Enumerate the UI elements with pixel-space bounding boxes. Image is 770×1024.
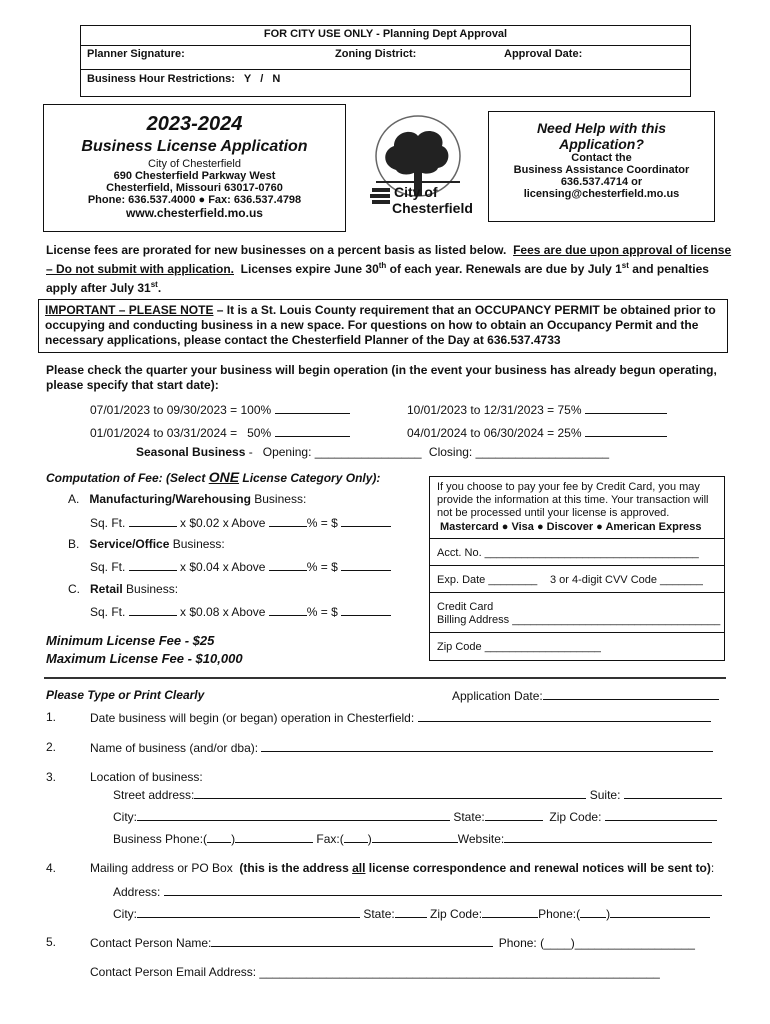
field-5-number: 5. (46, 935, 57, 949)
category-a-rate-label: x $0.02 x Above (180, 516, 266, 530)
website-field[interactable] (504, 831, 712, 843)
suite-label: Suite: (589, 788, 621, 802)
mailing-city-field[interactable] (137, 906, 360, 918)
category-a-sqft-label: Sq. Ft. (90, 516, 126, 530)
seasonal-row (136, 445, 609, 459)
contact-name-field[interactable] (211, 935, 493, 947)
street-row (113, 787, 722, 802)
field-1-label: Date business will begin (or began) operation in Chesterfield: (90, 711, 415, 725)
category-c-rate-label: x $0.08 x Above (180, 605, 266, 619)
field-2-label: Name of business (and/or dba): (90, 741, 259, 755)
category-a-rest: Business: (250, 492, 307, 506)
business-start-date-field[interactable] (418, 710, 711, 722)
credit-card-intro: If you choose to pay your fee by Credit Card, you may provide the information at this time. Your transaction will not be processed until your license is approved. (437, 481, 709, 519)
cvv-field[interactable]: 3 or 4-digit CVV Code _______ (550, 574, 703, 586)
city-use-box (80, 25, 691, 97)
quarter-prompt: Please check the quarter your business will begin operation (in the event your business has already begun operating, please specify that start date): (46, 363, 717, 392)
field-1-row (90, 710, 711, 725)
suite-field[interactable] (624, 787, 722, 799)
field-4-label-c: license correspondence and renewal notices will be sent to) (365, 861, 711, 875)
zoning-district-label: Zoning District: (335, 48, 417, 60)
category-a-name: Manufacturing/Warehousing (89, 492, 251, 506)
credit-card-box (429, 476, 725, 661)
fees-note-sup1: th (378, 261, 387, 270)
computation-title-a: Computation of Fee: (Select (46, 471, 209, 485)
mailing-phone-area-field[interactable] (580, 906, 606, 918)
acct-no-field[interactable]: Acct. No. ___________________________________ (437, 547, 699, 559)
category-a-sqft-field[interactable] (129, 515, 177, 527)
fees-note-part3: Licenses expire June 30 (234, 262, 379, 276)
category-b-letter: B. (68, 537, 80, 551)
mailing-city-row (113, 906, 710, 921)
city-field[interactable] (137, 809, 450, 821)
contact-name-row (90, 935, 695, 950)
header-box (43, 104, 346, 232)
credit-divider-1 (430, 538, 724, 539)
seasonal-opening[interactable]: - Opening: ________________ (248, 445, 422, 459)
category-b-eq-label: % = $ (306, 560, 338, 574)
print-clearly-label: Please Type or Print Clearly (46, 688, 205, 702)
application-title: Business License Application (81, 138, 308, 155)
field-4-label-all: all (352, 861, 366, 875)
quarter-option-q3[interactable] (90, 425, 350, 440)
fees-note-sup3: st (150, 280, 158, 289)
category-a[interactable] (68, 492, 306, 506)
street-label: Street address: (113, 788, 195, 802)
category-c-sqft-field[interactable] (129, 604, 177, 616)
credit-divider-4 (430, 632, 724, 633)
field-4-label-d: : (710, 861, 715, 875)
fax-label: Fax:( (316, 832, 344, 846)
mailing-state-field[interactable] (395, 906, 427, 918)
category-b-sqft-field[interactable] (129, 559, 177, 571)
city-use-title: FOR CITY USE ONLY - Planning Dept Approval (263, 28, 508, 40)
fees-note-part5: and penalties apply after July 31 (46, 262, 709, 295)
mailing-address-field[interactable] (164, 884, 722, 896)
business-phone-area-field[interactable] (207, 831, 231, 843)
city-logo (356, 108, 476, 220)
state-field[interactable] (485, 809, 543, 821)
category-c-letter: C. (68, 582, 80, 596)
quarter-option-q2[interactable] (407, 402, 667, 417)
exp-date-field[interactable]: Exp. Date ________ (437, 574, 538, 586)
zip-code-field[interactable]: Zip Code ___________________ (437, 641, 601, 653)
computation-title-one: ONE (208, 469, 240, 485)
field-4-number: 4. (46, 861, 57, 875)
mailing-address-row (113, 884, 722, 899)
fees-note (46, 243, 736, 296)
category-b[interactable] (68, 537, 225, 551)
quarter-option-q1[interactable] (90, 402, 350, 417)
logo-text-line2: Chesterfield (392, 200, 473, 216)
category-c[interactable] (68, 582, 178, 596)
fees-note-sup2: st (621, 261, 629, 270)
hour-restrictions-label: Business Hour Restrictions: Y / N (87, 73, 281, 85)
contact-email-field[interactable]: Contact Person Email Address: ____________________________________________________________ (90, 965, 660, 979)
application-date-field[interactable] (543, 688, 719, 700)
credit-card-brands: Mastercard ● Visa ● Discover ● American Express (440, 521, 702, 533)
help-coordinator: Business Assistance Coordinator (513, 164, 690, 176)
fees-note-part4: of each year. Renewals are due by July 1 (386, 262, 622, 276)
field-4-label (90, 861, 714, 875)
mailing-zip-label: Zip Code: (430, 907, 483, 921)
city-use-divider (81, 45, 690, 46)
help-title-2: Application? (559, 136, 644, 152)
category-a-amount-field[interactable] (341, 515, 391, 527)
zip-field[interactable] (605, 809, 717, 821)
billing-address-field[interactable]: Billing Address __________________________________ (437, 614, 721, 626)
field-2-number: 2. (46, 740, 57, 754)
help-box (488, 111, 715, 222)
billing-label-1: Credit Card (437, 601, 494, 613)
help-phone: 636.537.4714 or (560, 176, 643, 188)
mailing-phone-field[interactable] (610, 906, 710, 918)
quarter-q2-blank[interactable] (585, 402, 667, 414)
fees-note-part6: . (157, 281, 162, 295)
state-label: State: (453, 810, 485, 824)
category-c-amount-field[interactable] (341, 604, 391, 616)
quarter-q4-label: 04/01/2024 to 06/30/2024 = 25% (407, 426, 582, 440)
planner-signature-label: Planner Signature: (87, 48, 185, 60)
computation-title-b: License Category Only): (239, 471, 381, 485)
category-a-percent-field[interactable] (269, 515, 307, 527)
business-name-field[interactable] (261, 740, 713, 752)
important-lead: IMPORTANT – PLEASE NOTE (45, 303, 214, 317)
field-3-number: 3. (46, 770, 57, 784)
help-contact: Contact the (571, 152, 632, 164)
quarter-q3-label: 01/01/2024 to 03/31/2024 = 50% (90, 426, 272, 440)
org-address-1: 690 Chesterfield Parkway West (113, 170, 276, 182)
section-divider (44, 677, 726, 679)
mailing-address-label: Address: (113, 885, 161, 899)
field-4-label-b: (this is the address (239, 861, 353, 875)
category-b-amount-field[interactable] (341, 559, 391, 571)
approval-date-label: Approval Date: (504, 48, 583, 60)
mailing-phone-label: Phone:( (538, 907, 581, 921)
quarter-q1-label: 07/01/2023 to 09/30/2023 = 100% (90, 403, 272, 417)
logo-text-line1: City of (394, 184, 438, 200)
category-a-letter: A. (68, 492, 80, 506)
category-b-calc (90, 559, 391, 574)
mailing-phone-close: ) (606, 907, 611, 921)
application-date-row (452, 688, 719, 703)
field-2-row (90, 740, 713, 755)
category-b-name: Service/Office (89, 537, 170, 551)
contact-name-label: Contact Person Name: (90, 936, 212, 950)
city-use-divider-2 (81, 69, 690, 70)
zip-label: Zip Code: (549, 810, 602, 824)
website-label: Website: (457, 832, 505, 846)
quarter-q4-blank[interactable] (585, 425, 667, 437)
year-title: 2023-2024 (146, 113, 243, 135)
business-phone-row (113, 831, 712, 846)
fax-area-field[interactable] (344, 831, 368, 843)
quarter-q2-label: 10/01/2023 to 12/31/2023 = 75% (407, 403, 582, 417)
category-c-rest: Business: (122, 582, 179, 596)
city-label: City: (113, 810, 137, 824)
quarter-q1-blank[interactable] (275, 402, 350, 414)
category-c-sqft-label: Sq. Ft. (90, 605, 126, 619)
business-phone-label: Business Phone:( (113, 832, 208, 846)
category-a-eq-label: % = $ (306, 516, 338, 530)
field-4-label-a: Mailing address or PO Box (90, 861, 240, 875)
quarter-option-q4[interactable] (407, 425, 667, 440)
credit-divider-2 (430, 565, 724, 566)
business-phone-close: ) (231, 832, 236, 846)
mailing-zip-field[interactable] (482, 906, 538, 918)
mailing-state-label: State: (363, 907, 395, 921)
category-b-rate-label: x $0.04 x Above (180, 560, 266, 574)
contact-phone-field[interactable]: Phone: (____)__________________ (498, 936, 695, 950)
seasonal-label: Seasonal Business (136, 445, 246, 459)
important-body: – It is a St. Louis County requirement that an OCCUPANCY PERMIT be obtained prior to occupying and conducting business in a new space. For questions on how to obtain an Occupancy Permit and the necessary applications, please contact the Chesterfield Planner of the Day at 636.537.4733 (45, 303, 716, 347)
application-date-label: Application Date: (452, 689, 543, 703)
credit-divider-3 (430, 592, 724, 593)
category-c-eq-label: % = $ (306, 605, 338, 619)
seasonal-closing[interactable]: Closing: ____________________ (428, 445, 610, 459)
fees-note-due: Fees are due upon approval of license – Do not submit with application. (46, 243, 732, 276)
category-a-calc (90, 515, 391, 530)
field-1-number: 1. (46, 710, 57, 724)
category-c-percent-field[interactable] (269, 604, 307, 616)
org-phone-fax: Phone: 636.537.4000 ● Fax: 636.537.4798 (87, 194, 302, 206)
fees-note-part1: License fees are prorated for new businesses on a percent basis as listed below. (46, 243, 514, 257)
important-box (38, 299, 728, 353)
field-3-label: Location of business: (90, 770, 203, 784)
help-title-1: Need Help with this (536, 120, 667, 136)
category-b-rest: Business: (169, 537, 225, 551)
business-phone-field[interactable] (235, 831, 313, 843)
city-row (113, 809, 717, 824)
org-website: www.chesterfield.mo.us (126, 206, 263, 220)
min-fee: Minimum License Fee - $25 (46, 633, 215, 648)
quarter-q3-blank[interactable] (275, 425, 350, 437)
org-address-2: Chesterfield, Missouri 63017-0760 (106, 182, 283, 194)
category-c-name: Retail (90, 582, 123, 596)
org-name: City of Chesterfield (148, 158, 241, 170)
fax-close: ) (367, 832, 372, 846)
street-address-field[interactable] (194, 787, 586, 799)
category-b-sqft-label: Sq. Ft. (90, 560, 126, 574)
mailing-city-label: City: (113, 907, 137, 921)
category-c-calc (90, 604, 391, 619)
fax-field[interactable] (372, 831, 458, 843)
computation-title (46, 469, 380, 485)
max-fee: Maximum License Fee - $10,000 (46, 651, 243, 666)
category-b-percent-field[interactable] (269, 559, 307, 571)
help-email[interactable]: licensing@chesterfield.mo.us (523, 188, 680, 200)
